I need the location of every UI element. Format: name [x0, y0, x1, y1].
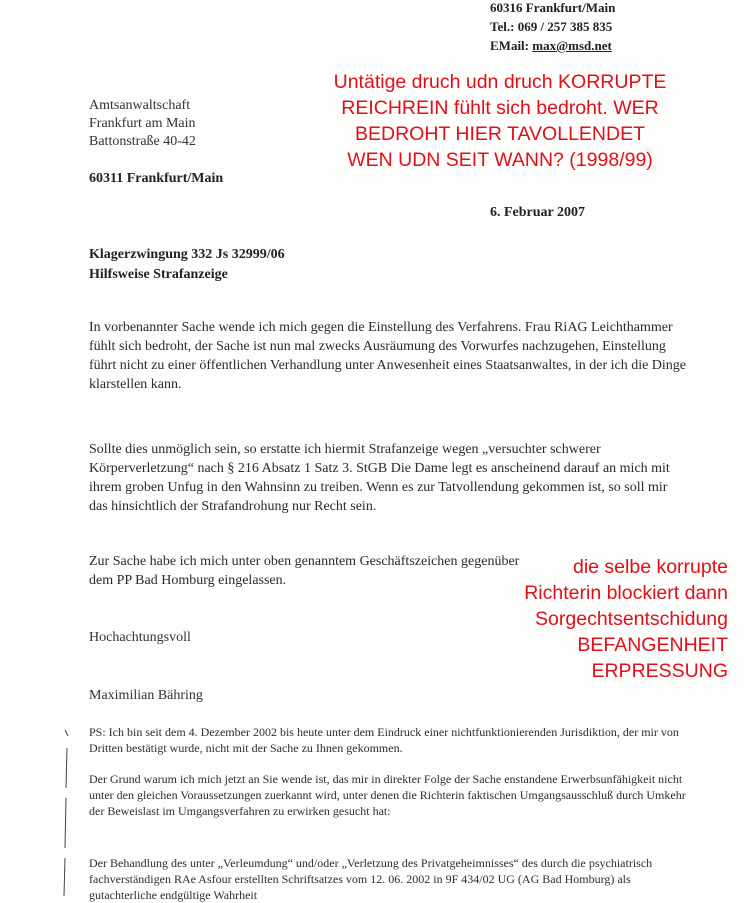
subject-block: [89, 245, 285, 285]
annotation-side: [488, 554, 728, 684]
signature: Maximilian Bähring: [89, 688, 203, 703]
annotation-line: BEDROHT HIER TAVOLLENDET: [354, 123, 646, 145]
sender-block: [490, 0, 615, 55]
recipient-line: Frankfurt am Main: [89, 116, 196, 131]
sender-email-label: EMail:: [490, 38, 533, 53]
annotation-line: REICHREIN fühlt sich bedroht. WER: [341, 97, 659, 119]
annotation-line: ERPRESSUNG: [591, 660, 728, 682]
body-paragraph: In vorbenannter Sache wende ich mich gegen die Einstellung des Verfahrens. Frau RiAG Leichthammer fühlt sich bedroht, der Sache ist nun mal zwecks Ausräumung des Vorwurfes nachzugehen, Einstellung führt nicht zu einer öffentlichen Verhandlung unter Anwesenheit eines Staatsanwaltes, in der ich die Dinge klarstellen kann.: [89, 320, 687, 392]
annotation-line: die selbe korrupte: [572, 556, 728, 578]
annotation-line: WEN UDN SEIT WANN? (1998/99): [347, 149, 653, 171]
annotation-line: BEFANGENHEIT: [577, 634, 728, 656]
annotation-line: Untätige druch udn druch KORRUPTE: [333, 71, 667, 93]
annotation-line: Richterin blockiert dann: [524, 582, 728, 604]
recipient-city: 60311 Frankfurt/Main: [89, 171, 224, 186]
annotation-top: [300, 69, 700, 173]
ps-paragraph: Der Behandlung des unter „Verleumdung“ und/oder „Verletzung des Privatgeheimnisses“ des durch die psychiatrisch fachverständigen RAe Asfour erstellten Schriftsatzes vom 12. 06. 2002 in 9F 434/02 UG (AG Bad Homburg) als gutachterliche endgültige Wahrheit: [89, 856, 653, 902]
body-paragraph: Zur Sache habe ich mich unter oben genanntem Geschäftszeichen gegenüber dem PP Bad Homburg eingelassen.: [89, 554, 520, 588]
sender-address: 60316 Frankfurt/Main: [490, 0, 616, 15]
letter-date: 6. Februar 2007: [490, 205, 586, 220]
sender-email-link[interactable]: max@msd.net: [532, 38, 612, 53]
sender-phone: Tel.: 069 / 257 385 835: [490, 19, 613, 34]
closing: Hochachtungsvoll: [89, 630, 191, 645]
ps-paragraph: Der Grund warum ich mich jetzt an Sie wende ist, das mir in direkter Folge der Sache enstandene Erwerbsunfähigkeit nicht unter den gleichen Voraussetzungen zuerkannt wird, unter denen die Richterin faktischen Umgangsausschluß durch Umkehr der Beweislast im Umgangsverfahren zu erwirken gesucht hat:: [89, 772, 686, 818]
recipient-line: Amtsanwaltschaft: [89, 98, 191, 113]
sender-email: [490, 36, 615, 55]
annotation-line: Sorgechtsentschidung: [535, 608, 728, 630]
subject-line: Hilfsweise Strafanzeige: [89, 267, 228, 282]
recipient-line: Battonstraße 40-42: [89, 134, 196, 149]
body-paragraph: Sollte dies unmöglich sein, so erstatte ich hiermit Strafanzeige wegen „versuchter schwerer Körperverletzung“ nach § 216 Absatz 1 Satz 3. StGB Die Dame legt es anscheinend darauf an mich mit ihrem groben Unfug in den Wahnsinn zu treiben. Wenn es zur Tatvollendung gekommen ist, so soll mir das hinsichtlich der Strafandrohung nur Recht sein.: [89, 442, 670, 514]
recipient-block: [89, 97, 196, 151]
ps-paragraph: PS: Ich bin seit dem 4. Dezember 2002 bis heute unter dem Eindruck einer nichtfunktionierenden Jurisdiktion, der mir von Dritten bestätigt wurde, nicht mit der Sache zu Ihnen gekommen.: [89, 725, 679, 755]
subject-line: Klagerzwingung 332 Js 32999/06: [89, 247, 285, 262]
margin-mark: [62, 728, 72, 898]
